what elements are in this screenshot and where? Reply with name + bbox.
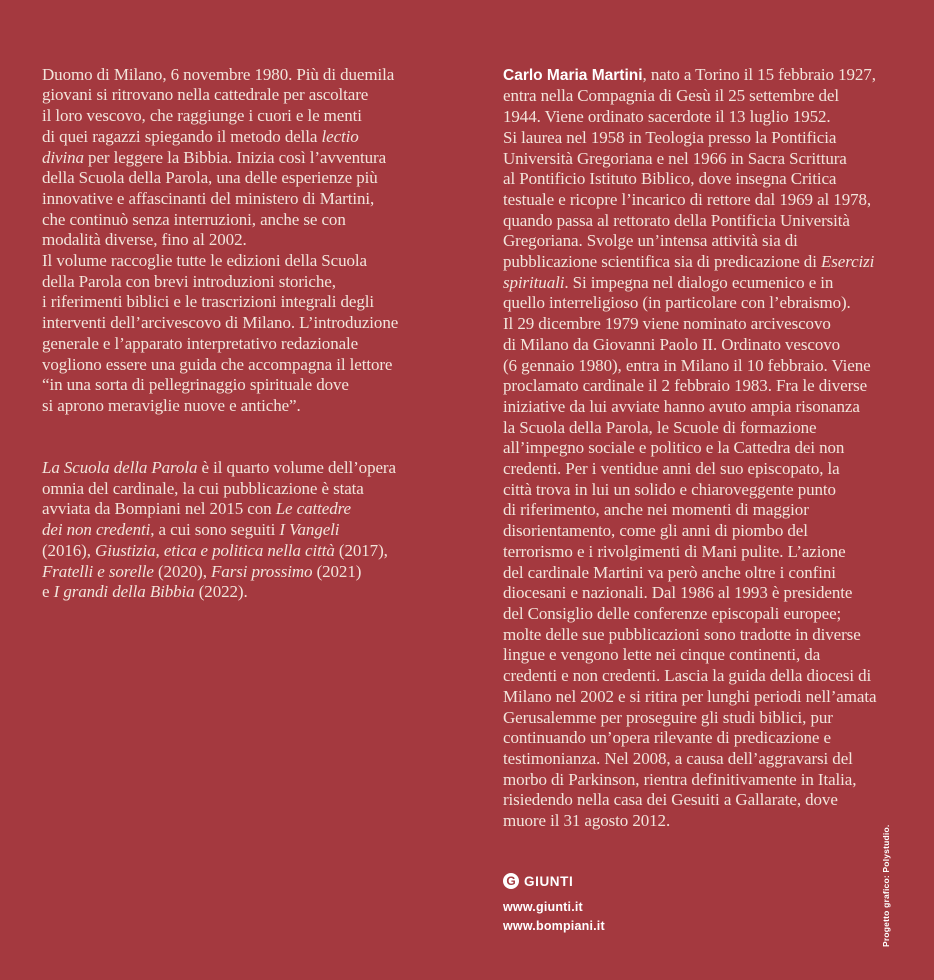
publisher-logo [503, 873, 573, 889]
paragraph-book-intro: Duomo di Milano, 6 novembre 1980. Più di duemila giovani si ritrovano nella cattedrale per ascoltare il loro vescovo, che raggiunge i cuori e le menti di quei ragazzi spiegando il metodo della lectio divina per leggere la Bibbia. Inizia così l’avventura della Scuola della Parola, una delle esperienze più innovative e affascinanti del ministero di Martini, che continuò senza interruzioni, anche se con modalità diverse, fino al 2002. Il volume raccoglie tutte le edizioni della Scuola della Parola con brevi introduzioni storiche, i riferimenti biblici e le trascrizioni integrali degli interventi dell’arcivescovo di Milano. L’introduzione generale e l’apparato interpretativo redazionale vogliono essere una guida che accompagna il lettore “in una sorta di pellegrinaggio spirituale dove si aprono meraviglie nuove e antiche”. [42, 64, 399, 415]
website-bompiani: www.bompiani.it [503, 918, 605, 933]
publisher-name: GIUNTI [524, 873, 574, 889]
paragraph-opera-omnia: La Scuola della Parola è il quarto volume dell’opera omnia del cardinale, la cui pubblicazione è stata avviata da Bompiani nel 2015 con Le cattedre dei non credenti, a cui sono seguiti I Vangeli (2016), Giustizia, etica e politica nella città (2017), Fratelli e sorelle (2020), Farsi prossimo (2021) e I grandi della Bibbia (2022). [42, 458, 396, 602]
design-credit: Progetto grafico: Polystudio. [881, 824, 891, 947]
left-column [42, 44, 470, 624]
website-giunti: www.giunti.it [503, 900, 583, 914]
website-list [503, 898, 605, 935]
right-column [503, 44, 927, 852]
paragraph-biography: Carlo Maria Martini, nato a Torino il 15 febbraio 1927, entra nella Compagnia di Gesù il 25 settembre del 1944. Viene ordinato sacerdote il 13 luglio 1952. Si laurea nel 1958 in Teologia presso la Pontificia Università Gregoriana e nel 1966 in Sacra Scrittura al Pontificio Istituto Biblico, dove insegna Critica testuale e ricopre l’incarico di rettore dal 1969 al 1978, quando passa al rettorato della Pontificia Università Gregoriana. Svolge un’intensa attività sia di pubblicazione scientifica sia di predicazione di Esercizi spirituali. Si impegna nel dialogo ecumenico e in quello interreligioso (in particolare con l’ebraismo). Il 29 dicembre 1979 viene nominato arcivescovo di Milano da Giovanni Paolo II. Ordinato vescovo (6 gennaio 1980), entra in Milano il 10 febbraio. Viene proclamato cardinale il 2 febbraio 1983. Fra le diverse iniziative da lui avviate hanno avuto ampia risonanza la Scuola della Parola, le Scuole di formazione all’impegno sociale e politico e la Cattedra dei non credenti. Per i ventidue anni del suo episcopato, la città trova in lui un solido e chiaroveggente punto di riferimento, anche nei momenti di maggior disorientamento, come gli anni di piombo del terrorismo e i rivolgimenti di Mani pulite. L’azione del cardinale Martini va però anche oltre i confini diocesani e nazionali. Dal 1986 al 1993 è presidente del Consiglio delle conferenze episcopali europee; molte delle sue pubblicazioni sono tradotte in diverse lingue e vengono lette nei cinque continenti, da credenti e non credenti. Lascia la guida della diocesi di Milano nel 2002 e si ritira per lunghi periodi nell’amata Gerusalemme per proseguire gli studi biblici, pur continuando un’opera rilevante di predicazione e testimonianza. Nel 2008, a causa dell’aggravarsi del morbo di Parkinson, rientra definitivamente in Italia, risiedendo nella casa dei Gesuiti a Gallarate, dove muore il 31 agosto 2012. [503, 64, 877, 831]
giunti-logo-icon: G [503, 873, 519, 889]
